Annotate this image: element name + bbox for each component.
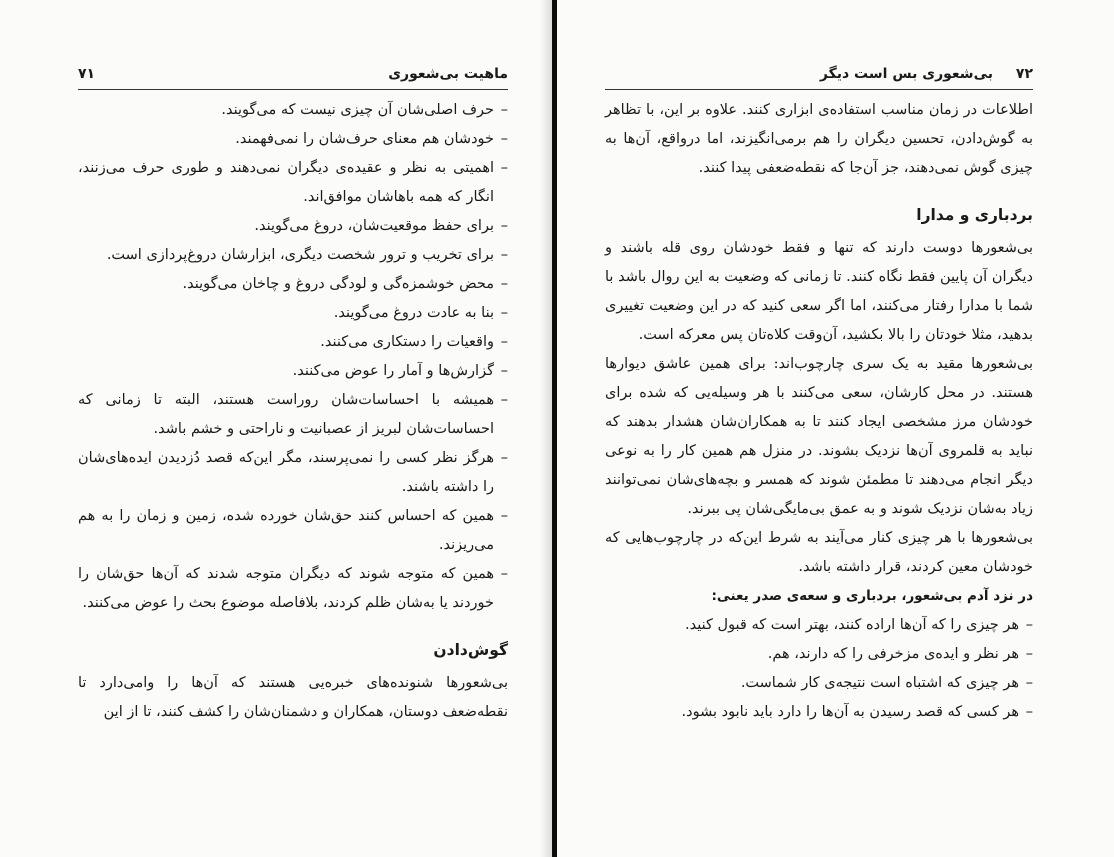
paragraph: بی‌شعورها دوست دارند که تنها و فقط خودشان روی قله باشند و دیگران آن پایین فقط نگاه کنند. تا زمانی که وضعیت به این روال باشد با شما با مدارا رفتار می‌کنند، اما اگر سعی کنید که در این وضعیت تغییری بدهید، مثلا خودتان را بالا بکشید، آن‌وقت کلاه‌تان پس معرکه است.: [605, 240, 1033, 343]
page-body: [78, 96, 508, 727]
book-gutter: [552, 0, 557, 857]
gutter-shadow: [540, 0, 552, 857]
list-item: – بنا به عادت دروغ می‌گویند.: [78, 299, 508, 328]
running-title: بی‌شعوری بس است دیگر: [819, 66, 993, 82]
paragraph: بی‌شعورها با هر چیزی کنار می‌آیند به شرط این‌که در چارچوب‌هایی که خودشان معین کردند، قرار داشته باشد.: [605, 530, 1033, 575]
list-item: – هر کسی که قصد رسیدن به آن‌ها را دارد باید نابود بشود.: [605, 698, 1033, 727]
list-item: – خودشان هم معنای حرف‌شان را نمی‌فهمند.: [78, 125, 508, 154]
header-rule: [78, 89, 508, 90]
list-item: – واقعیات را دستکاری می‌کنند.: [78, 328, 508, 357]
page-71: [78, 0, 508, 857]
list-item: – برای تخریب و ترور شخصت دیگری، ابزارشان دروغ‌پردازی است.: [78, 241, 508, 270]
list-item: – همین که احساس کنند حق‌شان خورده شده، زمین و زمان را به هم می‌ریزند.: [78, 502, 508, 560]
page-number: ۷۱: [78, 66, 96, 82]
list-item: – هرگز نظر کسی را نمی‌پرسند، مگر این‌که قصد دُزدیدن ایده‌های‌شان را داشته باشند.: [78, 444, 508, 502]
list-item: – حرف اصلی‌شان آن چیزی نیست که می‌گویند.: [78, 96, 508, 125]
header-rule: [605, 89, 1033, 90]
page-72: [605, 0, 1033, 857]
bold-lead-line: در نزد آدم بی‌شعور، بردباری و سعه‌ی صدر یعنی:: [711, 588, 1033, 604]
list-item: – هر چیزی که اشتباه است نتیجه‌ی کار شماست.: [605, 669, 1033, 698]
page-header: [605, 66, 1033, 90]
running-title: ماهیت بی‌شعوری: [388, 66, 508, 82]
paragraph: اطلاعات در زمان مناسب استفاده‌ی ابزاری کنند. علاوه بر این، با تظاهر به گوش‌دادن، تحسین دیگران را هم برمی‌انگیزند، اما درواقع، آن‌ها به چیزی گوش نمی‌دهند، جز آن‌جا که نقطه‌ضعفی پیدا کنند.: [605, 102, 1033, 176]
page-body: [605, 96, 1033, 727]
list-item: – گزارش‌ها و آمار را عوض می‌کنند.: [78, 357, 508, 386]
page-number: ۷۲: [1015, 66, 1033, 82]
paragraph: بی‌شعورها مقید به یک سری چارچوب‌اند: برای همین عاشق دیوارها هستند. در محل کارشان، سعی می‌کنند با هر وسیله‌یی که شده برای خودشان مرز مشخصی ایجاد کنند تا به همکاران‌شان هشدار بدهند که نباید به قلمروی آن‌ها نزدیک بشوند. در منزل هم همین کار را به نوعی دیگر انجام می‌دهند تا مطمئن شوند که همسر و بچه‌های‌شان نمی‌توانند زیاد به‌شان نزدیک شوند و به عمق بی‌مایگی‌شان پی ببرند.: [605, 356, 1033, 517]
section-heading: گوش‌دادن: [433, 641, 508, 659]
section-heading: بردباری و مدارا: [916, 206, 1033, 224]
list-item: – همیشه با احساسات‌شان روراست هستند، البته تا زمانی که احساسات‌شان لبریز از عصبانیت و ناراحتی و خشم باشد.: [78, 386, 508, 444]
list-item: – اهمیتی به نظر و عقیده‌ی دیگران نمی‌دهند و طوری حرف می‌زنند، انگار که همه با‌هاشان موافق‌اند.: [78, 154, 508, 212]
list-item: – هر نظر و ایده‌ی مزخرفی را که دارند، هم.: [605, 640, 1033, 669]
list-item: – همین که متوجه شوند که دیگران متوجه شدند که آن‌ها حق‌شان را خوردند یا به‌شان ظلم کردند، بلافاصله موضوع بحث را عوض می‌کنند.: [78, 560, 508, 618]
paragraph: بی‌شعورها شنونده‌های خبره‌یی هستند که آن‌ها را وامی‌دارد تا نقطه‌ضعف دوستان، همکاران و دشمنان‌شان را کشف کنند، تا از این: [78, 675, 508, 720]
list-item: – هر چیزی را که آن‌ها اراده کنند، بهتر است که قبول کنید.: [605, 611, 1033, 640]
list-item: – برای حفظ موقعیت‌شان، دروغ می‌گویند.: [78, 212, 508, 241]
list-item: – محض خوشمزه‌گی و لودگی دروغ و چاخان می‌گویند.: [78, 270, 508, 299]
page-header: [78, 66, 508, 90]
